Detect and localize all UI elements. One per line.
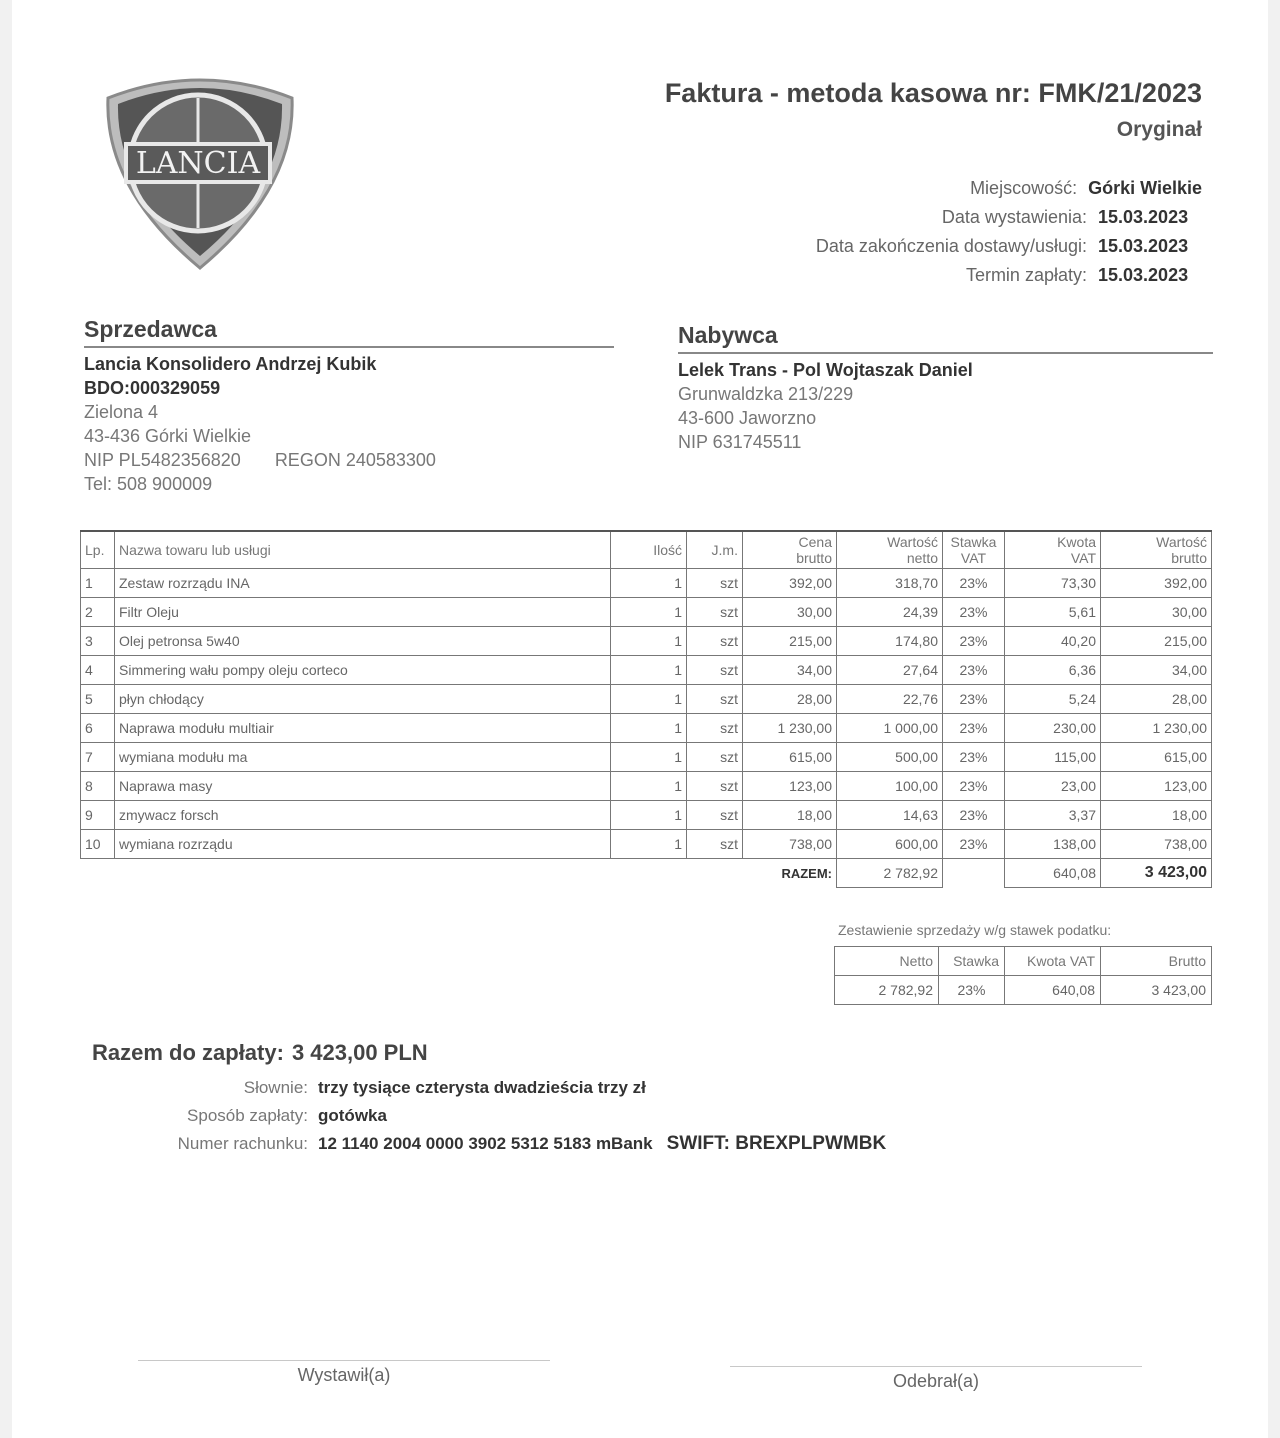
row-qty: 1 bbox=[611, 772, 687, 801]
seller-bdo: BDO:000329059 bbox=[84, 378, 221, 398]
row-gross: 28,00 bbox=[1101, 685, 1212, 714]
row-price: 392,00 bbox=[743, 569, 837, 598]
seller-nip: NIP PL5482356820 bbox=[84, 450, 241, 470]
row-vat: 230,00 bbox=[1005, 714, 1101, 743]
row-lp: 8 bbox=[81, 772, 115, 801]
signature-issued: Wystawił(a) bbox=[138, 1360, 550, 1386]
invoice-title: Faktura - metoda kasowa nr: FMK/21/2023 bbox=[664, 78, 1202, 108]
total-gross: 3 423,00 bbox=[1101, 859, 1212, 888]
row-qty: 1 bbox=[611, 685, 687, 714]
row-unit: szt bbox=[687, 772, 743, 801]
row-lp: 7 bbox=[81, 743, 115, 772]
meta-row bbox=[816, 261, 1202, 290]
total-label: RAZEM: bbox=[781, 865, 832, 881]
table-row bbox=[81, 598, 1212, 627]
row-rate: 23% bbox=[943, 627, 1005, 656]
col-name: Nazwa towaru lub usługi bbox=[115, 531, 611, 569]
row-vat: 5,61 bbox=[1005, 598, 1101, 627]
row-rate: 23% bbox=[943, 685, 1005, 714]
summary-vat: 640,08 bbox=[1005, 976, 1101, 1005]
payment-total bbox=[92, 1040, 428, 1066]
row-vat: 5,24 bbox=[1005, 685, 1101, 714]
row-unit: szt bbox=[687, 656, 743, 685]
row-name: Filtr Oleju bbox=[115, 598, 611, 627]
summary-row bbox=[835, 976, 1212, 1005]
seller-phone: Tel: 508 900009 bbox=[84, 474, 213, 494]
row-net: 174,80 bbox=[837, 627, 943, 656]
summary-header-row bbox=[835, 947, 1212, 976]
row-rate: 23% bbox=[943, 772, 1005, 801]
col-vat: Kwota VAT bbox=[1005, 531, 1101, 569]
row-net: 27,64 bbox=[837, 656, 943, 685]
row-qty: 1 bbox=[611, 830, 687, 859]
row-lp: 1 bbox=[81, 569, 115, 598]
table-row bbox=[81, 801, 1212, 830]
summary-gross: 3 423,00 bbox=[1101, 976, 1212, 1005]
row-vat: 73,30 bbox=[1005, 569, 1101, 598]
row-qty: 1 bbox=[611, 627, 687, 656]
buyer-name: Lelek Trans - Pol Wojtaszak Daniel bbox=[678, 360, 973, 380]
row-vat: 138,00 bbox=[1005, 830, 1101, 859]
meta-label: Termin zapłaty: bbox=[965, 265, 1087, 285]
row-rate: 23% bbox=[943, 569, 1005, 598]
row-price: 738,00 bbox=[743, 830, 837, 859]
col-price: Cena brutto bbox=[743, 531, 837, 569]
row-rate: 23% bbox=[943, 714, 1005, 743]
col-lp: Lp. bbox=[81, 531, 115, 569]
row-unit: szt bbox=[687, 714, 743, 743]
row-name: płyn chłodący bbox=[115, 685, 611, 714]
svg-text:LANCIA: LANCIA bbox=[135, 146, 261, 181]
invoice-meta bbox=[816, 174, 1202, 290]
row-qty: 1 bbox=[611, 743, 687, 772]
summary-title: Zestawienie sprzedaży w/g stawek podatku: bbox=[838, 922, 1112, 938]
swift-code: SWIFT: BREXPLPWMBK bbox=[666, 1133, 887, 1154]
row-lp: 3 bbox=[81, 627, 115, 656]
row-net: 22,76 bbox=[837, 685, 943, 714]
row-net: 1 000,00 bbox=[837, 714, 943, 743]
col-gross: Wartość brutto bbox=[1101, 531, 1212, 569]
buyer-city: 43-600 Jaworzno bbox=[678, 408, 817, 428]
meta-label: Data wystawienia: bbox=[941, 207, 1087, 227]
seller-heading: Sprzedawca bbox=[84, 316, 614, 348]
buyer-heading: Nabywca bbox=[678, 322, 1213, 354]
row-unit: szt bbox=[687, 627, 743, 656]
seller-block bbox=[84, 316, 614, 496]
row-price: 18,00 bbox=[743, 801, 837, 830]
row-lp: 10 bbox=[81, 830, 115, 859]
row-qty: 1 bbox=[611, 598, 687, 627]
row-name: Olej petronsa 5w40 bbox=[115, 627, 611, 656]
payment-method-row bbox=[92, 1102, 1012, 1130]
row-price: 28,00 bbox=[743, 685, 837, 714]
summary-col-vat: Kwota VAT bbox=[1005, 947, 1101, 976]
row-name: zmywacz forsch bbox=[115, 801, 611, 830]
summary-rate: 23% bbox=[939, 976, 1005, 1005]
table-row bbox=[81, 772, 1212, 801]
col-rate: Stawka VAT bbox=[943, 531, 1005, 569]
row-price: 615,00 bbox=[743, 743, 837, 772]
meta-value: 15.03.2023 bbox=[1098, 236, 1189, 256]
meta-row bbox=[816, 174, 1202, 203]
row-gross: 615,00 bbox=[1101, 743, 1212, 772]
row-price: 215,00 bbox=[743, 627, 837, 656]
meta-label: Miejscowość: bbox=[970, 178, 1078, 198]
summary-col-gross: Brutto bbox=[1101, 947, 1212, 976]
row-name: Simmering wału pompy oleju corteco bbox=[115, 656, 611, 685]
row-price: 1 230,00 bbox=[743, 714, 837, 743]
meta-row bbox=[816, 232, 1202, 261]
row-rate: 23% bbox=[943, 801, 1005, 830]
copy-label: Oryginał bbox=[1116, 118, 1202, 141]
row-gross: 123,00 bbox=[1101, 772, 1212, 801]
row-net: 500,00 bbox=[837, 743, 943, 772]
row-name: wymiana modułu ma bbox=[115, 743, 611, 772]
row-net: 24,39 bbox=[837, 598, 943, 627]
row-lp: 5 bbox=[81, 685, 115, 714]
row-gross: 1 230,00 bbox=[1101, 714, 1212, 743]
payment-total-label: Razem do zapłaty: bbox=[92, 1040, 284, 1065]
row-name: Zestaw rozrządu INA bbox=[115, 569, 611, 598]
row-unit: szt bbox=[687, 830, 743, 859]
meta-label: Data zakończenia dostawy/usługi: bbox=[815, 236, 1087, 256]
words-label: Słownie: bbox=[243, 1078, 308, 1097]
col-net: Wartość netto bbox=[837, 531, 943, 569]
row-gross: 34,00 bbox=[1101, 656, 1212, 685]
payment-total-value: 3 423,00 PLN bbox=[291, 1040, 428, 1065]
row-vat: 6,36 bbox=[1005, 656, 1101, 685]
row-gross: 392,00 bbox=[1101, 569, 1212, 598]
row-gross: 18,00 bbox=[1101, 801, 1212, 830]
vat-summary-table bbox=[834, 946, 1212, 1005]
row-price: 30,00 bbox=[743, 598, 837, 627]
row-gross: 30,00 bbox=[1101, 598, 1212, 627]
row-unit: szt bbox=[687, 569, 743, 598]
row-net: 600,00 bbox=[837, 830, 943, 859]
total-net: 2 782,92 bbox=[837, 859, 943, 888]
table-row bbox=[81, 743, 1212, 772]
row-rate: 23% bbox=[943, 743, 1005, 772]
summary-net: 2 782,92 bbox=[835, 976, 939, 1005]
row-rate: 23% bbox=[943, 830, 1005, 859]
table-row bbox=[81, 714, 1212, 743]
row-unit: szt bbox=[687, 685, 743, 714]
items-header-row bbox=[81, 531, 1212, 569]
row-gross: 215,00 bbox=[1101, 627, 1212, 656]
payment-account-row bbox=[92, 1130, 1012, 1158]
row-unit: szt bbox=[687, 743, 743, 772]
row-net: 100,00 bbox=[837, 772, 943, 801]
table-row bbox=[81, 685, 1212, 714]
seller-city: 43-436 Górki Wielkie bbox=[84, 426, 252, 446]
items-table bbox=[80, 530, 1212, 888]
meta-value: 15.03.2023 bbox=[1098, 207, 1189, 227]
row-vat: 3,37 bbox=[1005, 801, 1101, 830]
row-lp: 2 bbox=[81, 598, 115, 627]
meta-value: 15.03.2023 bbox=[1098, 265, 1189, 285]
summary-col-rate: Stawka bbox=[939, 947, 1005, 976]
items-total-row bbox=[81, 859, 1212, 888]
row-qty: 1 bbox=[611, 569, 687, 598]
payment-block bbox=[92, 1040, 887, 1154]
row-name: Naprawa masy bbox=[115, 772, 611, 801]
buyer-nip: NIP 631745511 bbox=[678, 432, 802, 452]
row-qty: 1 bbox=[611, 656, 687, 685]
row-lp: 4 bbox=[81, 656, 115, 685]
row-vat: 23,00 bbox=[1005, 772, 1101, 801]
meta-row bbox=[816, 203, 1202, 232]
account-label: Numer rachunku: bbox=[177, 1134, 308, 1153]
row-vat: 40,20 bbox=[1005, 627, 1101, 656]
seller-regon: REGON 240583300 bbox=[274, 450, 436, 470]
lancia-logo bbox=[90, 68, 310, 278]
row-rate: 23% bbox=[943, 656, 1005, 685]
account-value: 12 1140 2004 0000 3902 5312 5183 mBank bbox=[318, 1134, 653, 1153]
buyer-street: Grunwaldzka 213/229 bbox=[678, 384, 854, 404]
meta-value: Górki Wielkie bbox=[1088, 178, 1202, 198]
row-price: 123,00 bbox=[743, 772, 837, 801]
row-lp: 9 bbox=[81, 801, 115, 830]
row-name: wymiana rozrządu bbox=[115, 830, 611, 859]
summary-col-net: Netto bbox=[835, 947, 939, 976]
method-value: gotówka bbox=[318, 1106, 387, 1125]
words-value: trzy tysiące czterysta dwadzieścia trzy zł bbox=[318, 1078, 646, 1097]
invoice-page bbox=[12, 0, 1268, 1438]
col-unit: J.m. bbox=[687, 531, 743, 569]
seller-name: Lancia Konsolidero Andrzej Kubik bbox=[84, 354, 377, 374]
row-qty: 1 bbox=[611, 714, 687, 743]
payment-words-row bbox=[92, 1074, 1012, 1102]
row-vat: 115,00 bbox=[1005, 743, 1101, 772]
row-gross: 738,00 bbox=[1101, 830, 1212, 859]
table-row bbox=[81, 830, 1212, 859]
row-qty: 1 bbox=[611, 801, 687, 830]
row-unit: szt bbox=[687, 598, 743, 627]
table-row bbox=[81, 627, 1212, 656]
buyer-block bbox=[678, 322, 1213, 454]
row-unit: szt bbox=[687, 801, 743, 830]
row-rate: 23% bbox=[943, 598, 1005, 627]
row-net: 318,70 bbox=[837, 569, 943, 598]
col-qty: Ilość bbox=[611, 531, 687, 569]
row-lp: 6 bbox=[81, 714, 115, 743]
row-name: Naprawa modułu multiair bbox=[115, 714, 611, 743]
signature-received: Odebrał(a) bbox=[730, 1366, 1142, 1392]
table-row bbox=[81, 656, 1212, 685]
items-body bbox=[81, 569, 1212, 859]
row-price: 34,00 bbox=[743, 656, 837, 685]
table-row bbox=[81, 569, 1212, 598]
seller-street: Zielona 4 bbox=[84, 402, 159, 422]
method-label: Sposób zapłaty: bbox=[187, 1106, 308, 1125]
total-vat: 640,08 bbox=[1005, 859, 1101, 888]
row-net: 14,63 bbox=[837, 801, 943, 830]
